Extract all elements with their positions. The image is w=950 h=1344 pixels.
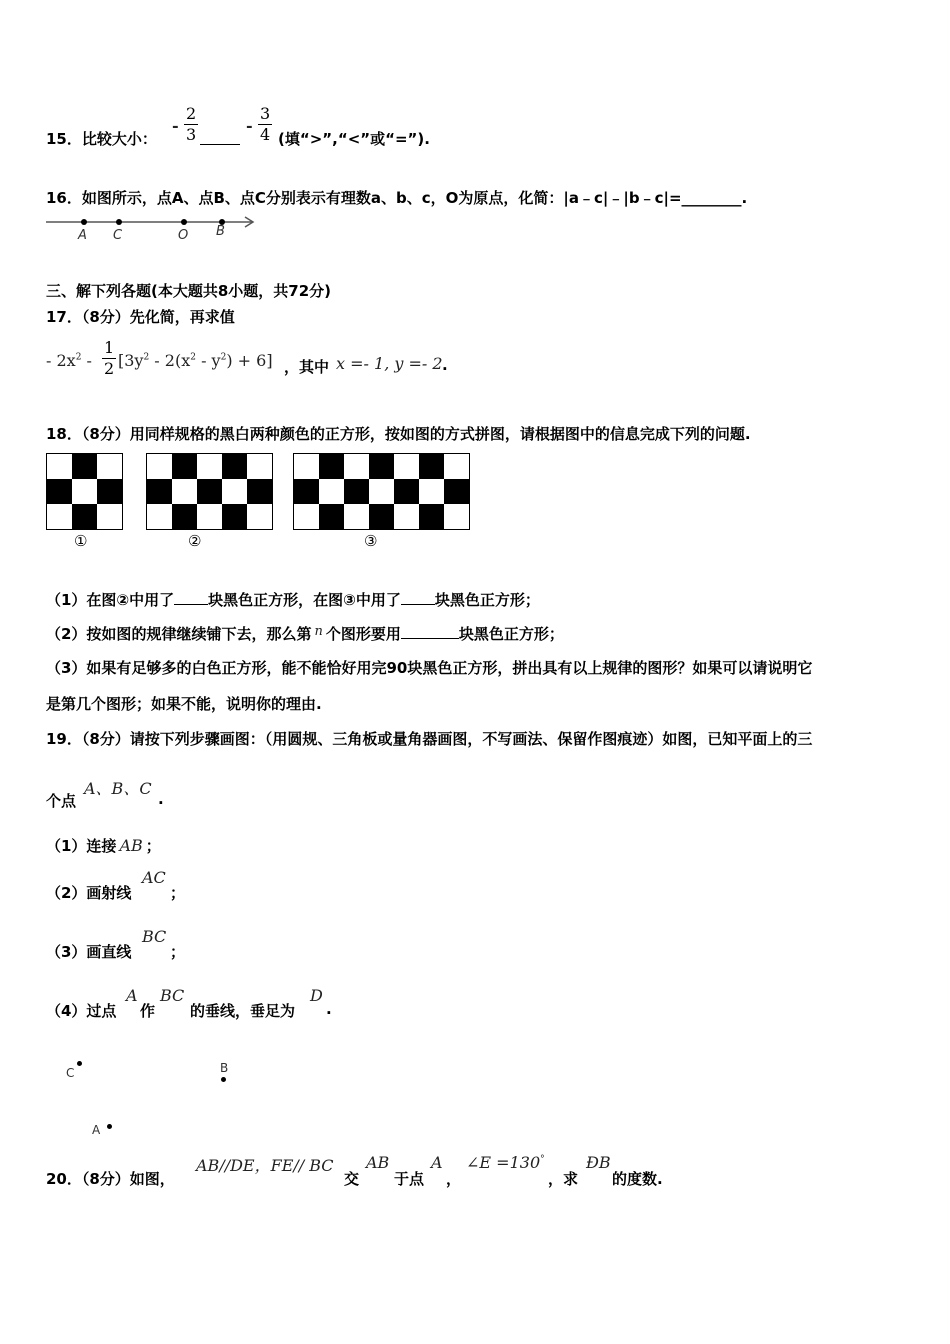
point-label-c: C [66, 1066, 75, 1080]
q18-part1-blank-1[interactable] [174, 590, 208, 605]
q19-title: 19．（8分）请按下列步骤画图：（用圆规、三角板或量角器画图，不写画法、保留作图痕迹）如图，已知平面上的三 [46, 730, 813, 748]
axis-label-c: C [113, 228, 123, 243]
point-label-a: A [92, 1123, 101, 1137]
q17-half-fraction: $\frac{1}{2}$ [104, 338, 115, 378]
figure-label-2: ② [188, 532, 202, 550]
point-label-b: B [220, 1061, 229, 1075]
q18-part2-blank[interactable] [401, 624, 459, 639]
figure-label-1: ① [74, 532, 88, 550]
q19-step3: （3）画直线 BC ； [46, 927, 186, 961]
q18-part3-line1: （3）如果有足够多的白色正方形，能不能恰好用完90块黑色正方形，拼出具有以上规律的图形？如果可以请说明它 [46, 659, 813, 677]
q15-frac2-den: 4 [260, 125, 271, 144]
q19-step1: （1）连接 AB ； [46, 836, 161, 855]
figure-label-3: ③ [364, 532, 378, 550]
point-c [77, 1061, 82, 1066]
section3-title: 三、解下列各题(本大题共8小题，共72分) [46, 282, 332, 300]
point-b [221, 1077, 226, 1082]
checker-figure-3 [293, 453, 470, 530]
q15-suffix: (填“>”,“<”或“=”). [278, 130, 430, 148]
axis-label-b: B [216, 224, 225, 239]
q18-part1-blank-2[interactable] [401, 590, 435, 605]
axis-label-a: A [78, 228, 87, 243]
point-a [107, 1124, 112, 1129]
number-line-figure [44, 212, 259, 244]
q15-frac2-num: 3 [260, 104, 271, 123]
axis-label-o: O [178, 228, 189, 243]
q17-title: 17．（8分）先化简，再求值 [46, 308, 235, 326]
point-o-dot [181, 219, 187, 225]
q18-title: 18．（8分）用同样规格的黑白两种颜色的正方形，按如图的方式拼图，请根据图中的信息完成下列的问题. [46, 425, 751, 443]
q20-line: 20．（8分）如图， AB//DE，FE// BC 交 AB 于点 A ， ∠E =130° ，求 ÐB 的度数. [46, 1153, 663, 1188]
q15-frac1-den: 3 [186, 125, 197, 144]
q15-frac1-num: 2 [186, 104, 197, 123]
q15-answer-blank[interactable] [200, 130, 240, 145]
point-c-dot [116, 219, 122, 225]
checker-figure-1 [46, 453, 123, 530]
number-line-svg [44, 212, 259, 244]
q19-step4: （4）过点 A 作 BC 的垂线，垂足为 D . [46, 986, 332, 1020]
q17-expression: - $2x^2$ - $\frac{1}{2}$ $[3y^2 - 2(x^2 - y^2) + 6]$ ，其中 x =- 1, y =- 2 . [46, 338, 448, 378]
q18-part3-line2: 是第几个图形；如果不能，说明你的理由. [46, 695, 322, 713]
point-a-dot [81, 219, 87, 225]
q18-part1: （1）在图②中用了 块黑色正方形，在图③中用了 块黑色正方形； [46, 591, 540, 609]
q17-values: x =- 1, y =- 2 [336, 354, 443, 373]
checker-figure-2 [146, 453, 273, 530]
q16-text: 16．如图所示，点A、点B、点C分别表示有理数a、b、c，O为原点，化简：|a﹣c|﹣|b﹣c|=________. [46, 189, 748, 207]
q19-line2: 个点 A、B、C . [46, 779, 164, 810]
q18-part2: （2）按如图的规律继续铺下去，那么第 n 个图形要用 块黑色正方形； [46, 624, 564, 643]
q15-prefix: 15．比较大小： [46, 130, 157, 148]
q19-step2: （2）画射线 AC ； [46, 868, 186, 902]
